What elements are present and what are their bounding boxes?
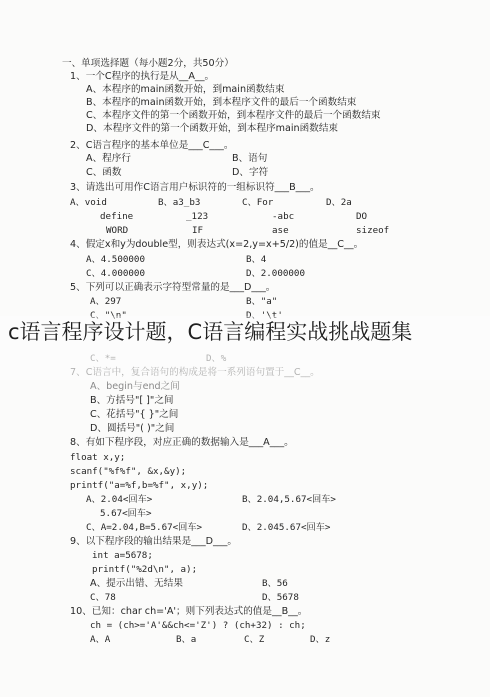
overlay-title: c语言程序设计题，C语言编程实战挑战题集 [8, 320, 413, 344]
document-line: scanf("%f%f", &x,&y); [70, 466, 187, 477]
document-line: int a=5678; [92, 550, 153, 561]
document-line: 9、以下程序段的输出结果是___D___。 [70, 536, 237, 547]
document-line: B、语句 [232, 153, 268, 164]
document-line: B、56 [262, 578, 288, 589]
document-line: 4、假定x和y为double型，则表达式(x=2,y=x+5/2)的值是__C__。 [70, 239, 364, 250]
document-line: B、2.04,5.67<回车> [242, 494, 336, 505]
document-line: C、For [242, 197, 274, 208]
document-line: C、花括号"{ }"之间 [90, 409, 179, 420]
document-line: B、方括号"[ ]"之间 [90, 395, 174, 406]
document-line: A、297 [90, 296, 122, 307]
document-line: C、函数 [86, 167, 122, 178]
document-line: 1、一个C程序的执行是从__A__。 [70, 71, 215, 82]
document-line: ch = (ch>='A'&&ch<='Z') ? (ch+32) : ch; [90, 620, 306, 631]
document-line: D、z [310, 634, 331, 645]
document-line: B、a [176, 634, 197, 645]
document-line: D、% [206, 353, 227, 364]
document-line: 一、单项选择题（每小题2分，共50分） [62, 58, 234, 69]
document-line: 5.67<回车> [100, 508, 152, 519]
document-line: C、Z [244, 634, 265, 645]
document-line: A、begin与end之间 [90, 381, 180, 392]
document-line: sizeof [356, 225, 390, 236]
document-line: D、'\t' [246, 310, 283, 321]
document-line: D、2.000000 [246, 268, 305, 279]
document-line: float x,y; [70, 452, 126, 463]
document-line: 3、请选出可用作C语言用户标识符的一组标识符___B___。 [70, 182, 320, 193]
document-line: D、本程序文件的第一个函数开始，到本程序main函数结束 [86, 123, 339, 134]
document-line: D、5678 [262, 592, 299, 603]
document-line: A、提示出错、无结果 [90, 578, 183, 589]
document-line: D、字符 [232, 167, 269, 178]
document-line: C、"\n" [90, 310, 127, 321]
document-line: C、4.000000 [86, 268, 145, 279]
document-line: 10、已知：char ch='A'；则下列表达式的值是__B__。 [70, 606, 308, 617]
document-line: 5、下列可以正确表示字符型常量的是___D___。 [70, 282, 276, 293]
document-line: A、程序行 [86, 153, 131, 164]
document-line: A、4.500000 [86, 254, 145, 265]
document-line: D、2a [326, 197, 352, 208]
document-line: B、a3_b3 [158, 197, 201, 208]
document-line: printf("a=%f,b=%f", x,y); [70, 480, 209, 491]
document-line: C、78 [90, 592, 116, 603]
document-line: B、"a" [246, 296, 278, 307]
document-line: C、A=2.04,B=5.67<回车> [86, 522, 203, 533]
document-line: _123 [186, 211, 209, 222]
document-line: C、*= [90, 353, 116, 364]
document-line: 8、有如下程序段，对应正确的数据输入是___A___。 [70, 437, 294, 448]
document-line: ase [272, 225, 289, 236]
document-line: printf("%2d\n", a); [92, 564, 198, 575]
document-line: -abc [272, 211, 295, 222]
document-line: IF [192, 225, 204, 236]
document-line: B、4 [246, 254, 267, 265]
document-line: WORD [106, 225, 129, 236]
document-line: D、圆括号"( )"之间 [90, 423, 175, 434]
document-line: define [100, 211, 134, 222]
document-line: A、A [90, 634, 111, 645]
document-line: DO [356, 211, 368, 222]
document-line: D、2.045.67<回车> [242, 522, 331, 533]
document-line: B、本程序的main函数开始，到本程序文件的最后一个函数结束 [86, 97, 357, 108]
document-line: C、本程序文件的第一个函数开始，到本程序文件的最后一个函数结束 [86, 110, 381, 121]
document-line: A、void [70, 197, 107, 208]
document-line: A、本程序的main函数开始，到main函数结束 [86, 84, 285, 95]
document-line: 7、C语言中，复合语句的构成是将一系列语句置于__C__。 [70, 367, 320, 378]
document-line: 2、C语言程序的基本单位是___C___。 [70, 140, 234, 151]
document-line: A、2.04<回车> [86, 494, 153, 505]
